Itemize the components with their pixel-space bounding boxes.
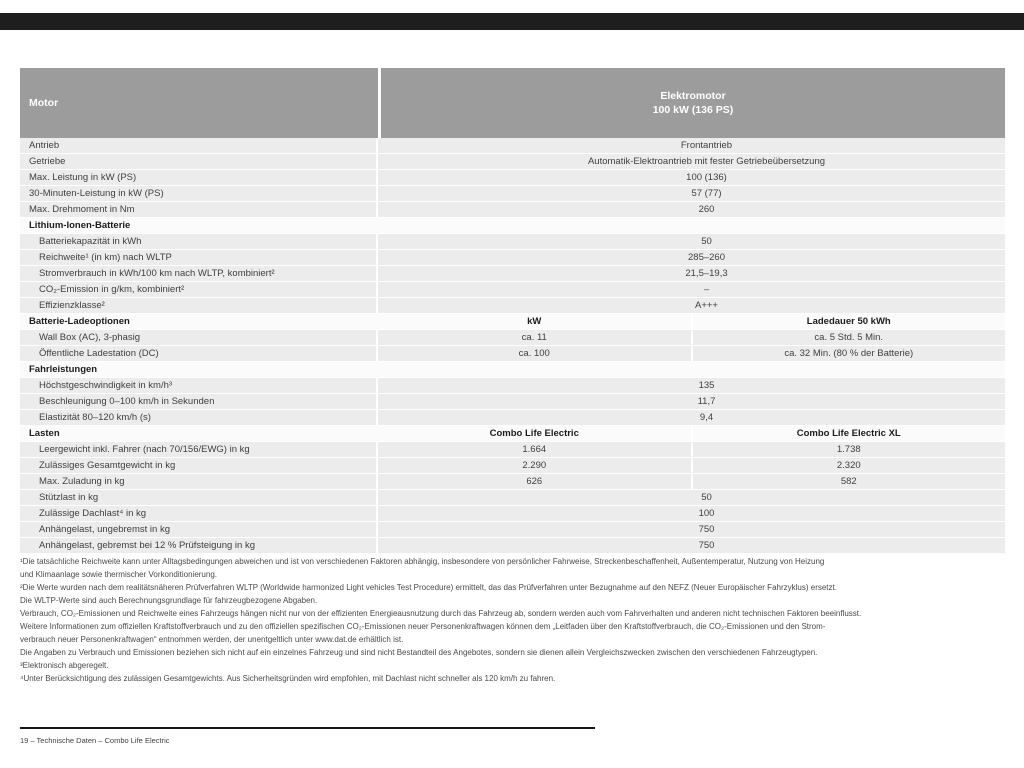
table-data-row: [20, 458, 1005, 474]
row-label: Fahrleistungen: [29, 364, 98, 375]
row-value: [378, 218, 1005, 233]
footnote-line: ⁴Unter Berücksichtigung des zulässigen Gesamtgewichts. Aus Sicherheitsgründen wird empfohlen, mit Dachlast nicht schneller als 120 km/h zu fahren.: [20, 674, 556, 683]
row-value: 750: [698, 524, 715, 535]
row-value: 100: [698, 508, 715, 519]
row-label: Max. Drehmoment in Nm: [20, 202, 378, 217]
row-value-2: 582: [691, 474, 1006, 489]
table-section-row: [20, 218, 1005, 234]
table-data-row: [20, 234, 1005, 250]
table-data-row: [20, 346, 1005, 362]
row-value: 50: [701, 492, 712, 503]
row-value-1: 1.664: [522, 444, 547, 455]
row-value: 57 (77): [691, 188, 722, 199]
table-data-row: [20, 170, 1005, 186]
table-header-value-line2: 100 kW (136 PS): [652, 104, 734, 116]
row-label: Elastizität 80–120 km/h (s): [20, 410, 378, 425]
row-label: Stützlast in kg: [20, 490, 378, 505]
table-data-row: [20, 154, 1005, 170]
table-data-row: [20, 474, 1005, 490]
footnote-line: Verbrauch, CO₂-Emissionen und Reichweite eines Fahrzeugs hängen nicht nur von der effizienten Energieausnutzung durch das Fahrzeug ab, sondern werden auch vom Fahrverhalten und anderen nicht technischen Faktoren beeinflusst.: [20, 609, 862, 618]
table-data-row: [20, 490, 1005, 506]
row-label: Antrieb: [20, 138, 378, 153]
table-data-row: [20, 282, 1005, 298]
footnote-line: ³Elektronisch abgeregelt.: [20, 661, 109, 670]
table-data-row: [20, 266, 1005, 282]
row-label: Lithium-Ionen-Batterie: [29, 220, 131, 231]
table-data-row: [20, 506, 1005, 522]
table-header-row: [20, 68, 1005, 138]
row-value: –: [703, 284, 710, 295]
row-label: Max. Zuladung in kg: [20, 474, 378, 489]
spec-table: [20, 68, 1005, 554]
row-value: 50: [701, 236, 712, 247]
row-label: Reichweite¹ (in km) nach WLTP: [20, 250, 378, 265]
table-header-elektromotor: [381, 68, 1005, 138]
row-value-2: ca. 5 Std. 5 Min.: [691, 330, 1006, 345]
row-label: Max. Leistung in kW (PS): [20, 170, 378, 185]
table-body: [20, 138, 1005, 554]
column-header-1: Combo Life Electric: [489, 428, 579, 439]
row-value-1: ca. 100: [518, 348, 550, 359]
table-data-row: [20, 298, 1005, 314]
row-value: 100 (136): [686, 172, 727, 183]
row-value: Automatik-Elektroantrieb mit fester Getriebeübersetzung: [587, 156, 826, 167]
footnote-line: ¹Die tatsächliche Reichweite kann unter Alltagsbedingungen abweichen und ist von verschiedenen Faktoren abhängig, insbesondere von persönlicher Fahrweise, Streckenbeschaffenheit, Außentemperatur, Nutzung von Heizung: [20, 557, 825, 566]
table-data-row: [20, 410, 1005, 426]
footnote-line: Die WLTP-Werte sind auch Berechnungsgrundlage für fahrzeugbezogene Abgaben.: [20, 596, 318, 605]
footnotes: [20, 555, 1005, 685]
column-header-2: Combo Life Electric XL: [691, 426, 1006, 441]
footer-divider: [20, 727, 595, 729]
row-label: Öffentliche Ladestation (DC): [20, 346, 378, 361]
row-label: Leergewicht inkl. Fahrer (nach 70/156/EWG) in kg: [20, 442, 378, 457]
row-value: Frontantrieb: [680, 140, 733, 151]
table-data-row: [20, 330, 1005, 346]
row-label: Höchstgeschwindigkeit in km/h³: [20, 378, 378, 393]
row-label: Batterie-Ladeoptionen: [29, 316, 130, 327]
row-value: 285–260: [688, 252, 725, 263]
table-header-motor: Motor: [20, 68, 378, 138]
row-label: 30-Minuten-Leistung in kW (PS): [20, 186, 378, 201]
footnote-line: und Klimaanlage sowie thermischer Vorkonditionierung.: [20, 570, 217, 579]
row-label: CO₂-Emission in g/km, kombiniert²: [20, 282, 378, 297]
row-value-1: 2.290: [522, 460, 547, 471]
table-data-row: [20, 250, 1005, 266]
table-data-row: [20, 138, 1005, 154]
table-data-row: [20, 202, 1005, 218]
row-label: Beschleunigung 0–100 km/h in Sekunden: [20, 394, 378, 409]
row-value-1: 626: [526, 476, 543, 487]
table-section-row: [20, 426, 1005, 442]
page-footer: 19 – Technische Daten – Combo Life Electric: [20, 736, 170, 745]
table-data-row: [20, 538, 1005, 554]
row-value: 750: [698, 540, 715, 551]
footnote-line: ²Die Werte wurden nach dem realitätsnäheren Prüfverfahren WLTP (Worldwide harmonized Light vehicles Test Procedure) ermittelt, das das Prüfverfahren unter Bezugnahme auf den NEFZ (Neuer Europäischer Fahrzyklus) ersetzt.: [20, 583, 837, 592]
footnote-line: Weitere Informationen zum offiziellen Kraftstoffverbrauch und zu den offiziellen spezifischen CO₂-Emissionen neuer Personenkraftwagen können dem „Leitfaden über den Kraftstoffverbrauch, die CO₂-Emissionen und den Strom-: [20, 622, 826, 631]
table-section-row: [20, 314, 1005, 330]
row-value: 21,5–19,3: [685, 268, 728, 279]
column-header-1: kW: [527, 316, 542, 327]
footnote-line: verbrauch neuer Personenkraftwagen“ entnommen werden, der unentgeltlich unter www.dat.de erhältlich ist.: [20, 635, 404, 644]
row-value: 135: [698, 380, 715, 391]
column-header-2: Ladedauer 50 kWh: [691, 314, 1006, 329]
row-value: 260: [698, 204, 715, 215]
table-data-row: [20, 186, 1005, 202]
row-value: 11,7: [697, 396, 716, 407]
row-value-1: ca. 11: [521, 332, 547, 343]
row-label: Lasten: [29, 428, 60, 439]
row-label: Effizienzklasse²: [20, 298, 378, 313]
row-value: 9,4: [699, 412, 714, 423]
row-value-2: 1.738: [691, 442, 1006, 457]
table-section-row: [20, 362, 1005, 378]
table-data-row: [20, 442, 1005, 458]
row-value: A+++: [695, 300, 718, 311]
table-header-value-line1: Elektromotor: [660, 90, 726, 102]
row-label: Anhängelast, ungebremst in kg: [20, 522, 378, 537]
table-data-row: [20, 378, 1005, 394]
table-data-row: [20, 394, 1005, 410]
row-label: Batteriekapazität in kWh: [20, 234, 378, 249]
top-black-bar: [0, 13, 1024, 30]
row-label: Zulässige Dachlast⁴ in kg: [20, 506, 378, 521]
table-data-row: [20, 522, 1005, 538]
row-value-2: ca. 32 Min. (80 % der Batterie): [691, 346, 1006, 361]
row-value: [378, 362, 1005, 377]
footnote-line: Die Angaben zu Verbrauch und Emissionen beziehen sich nicht auf ein einzelnes Fahrzeug und sind nicht Bestandteil des Angebotes, sondern sie dienen allein Vergleichszwecken zwischen den verschiedenen Fahrzeugtypen.: [20, 648, 818, 657]
row-label: Getriebe: [20, 154, 378, 169]
row-label: Stromverbrauch in kWh/100 km nach WLTP, kombiniert²: [20, 266, 378, 281]
row-label: Wall Box (AC), 3-phasig: [20, 330, 378, 345]
row-label: Zulässiges Gesamtgewicht in kg: [20, 458, 378, 473]
row-label: Anhängelast, gebremst bei 12 % Prüfsteigung in kg: [20, 538, 378, 553]
row-value-2: 2.320: [691, 458, 1006, 473]
